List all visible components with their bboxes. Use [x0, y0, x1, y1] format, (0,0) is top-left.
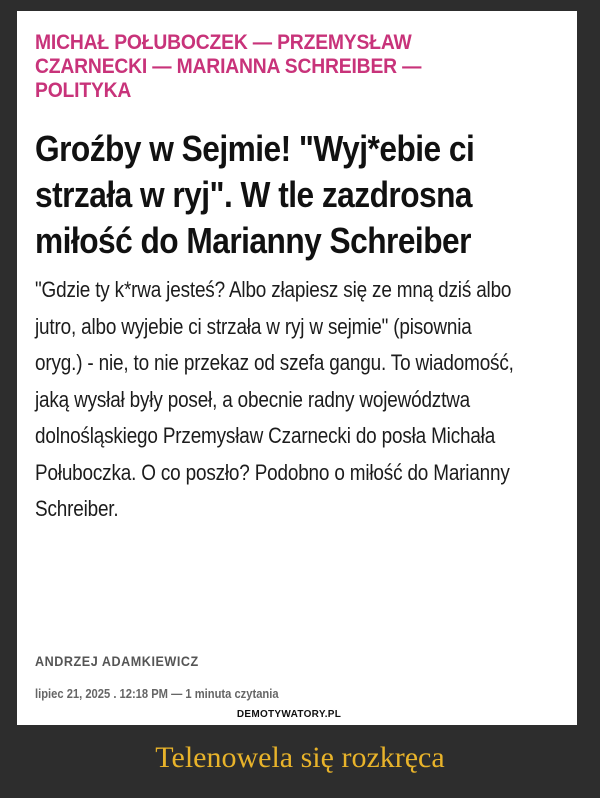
article-headline: Groźby w Sejmie! "Wyj*ebie ci strzała w ryj". W tle zazdrosna miłość do Marianny Schreiber	[35, 128, 475, 261]
article-tags: MICHAŁ POŁUBOCZEK — PRZEMYSŁAW CZARNECKI — MARIANNA SCHREIBER — POLITYKA	[35, 31, 422, 102]
site-watermark: DEMOTYWATORY.PL	[218, 706, 360, 723]
poster-caption: Telenowela się rozkręca	[155, 741, 445, 774]
article-author: ANDRZEJ ADAMKIEWICZ	[35, 653, 199, 669]
article-date-readtime: lipiec 21, 2025 . 12:18 PM — 1 minuta czytania	[35, 686, 279, 701]
article-lead: "Gdzie ty k*rwa jesteś? Albo złapiesz się ze mną dziś albo jutro, albo wyjebie ci strzała w ryj w sejmie" (pisownia oryg.) - nie, to nie przekaz od szefa gangu. To wiadomość, jaką wysłał były poseł, a obecnie radny województwa dolnośląskiego Przemysław Czarnecki do posła Michała Połuboczka. O co poszło? Podobno o miłość do Marianny Schreiber.	[35, 277, 514, 521]
